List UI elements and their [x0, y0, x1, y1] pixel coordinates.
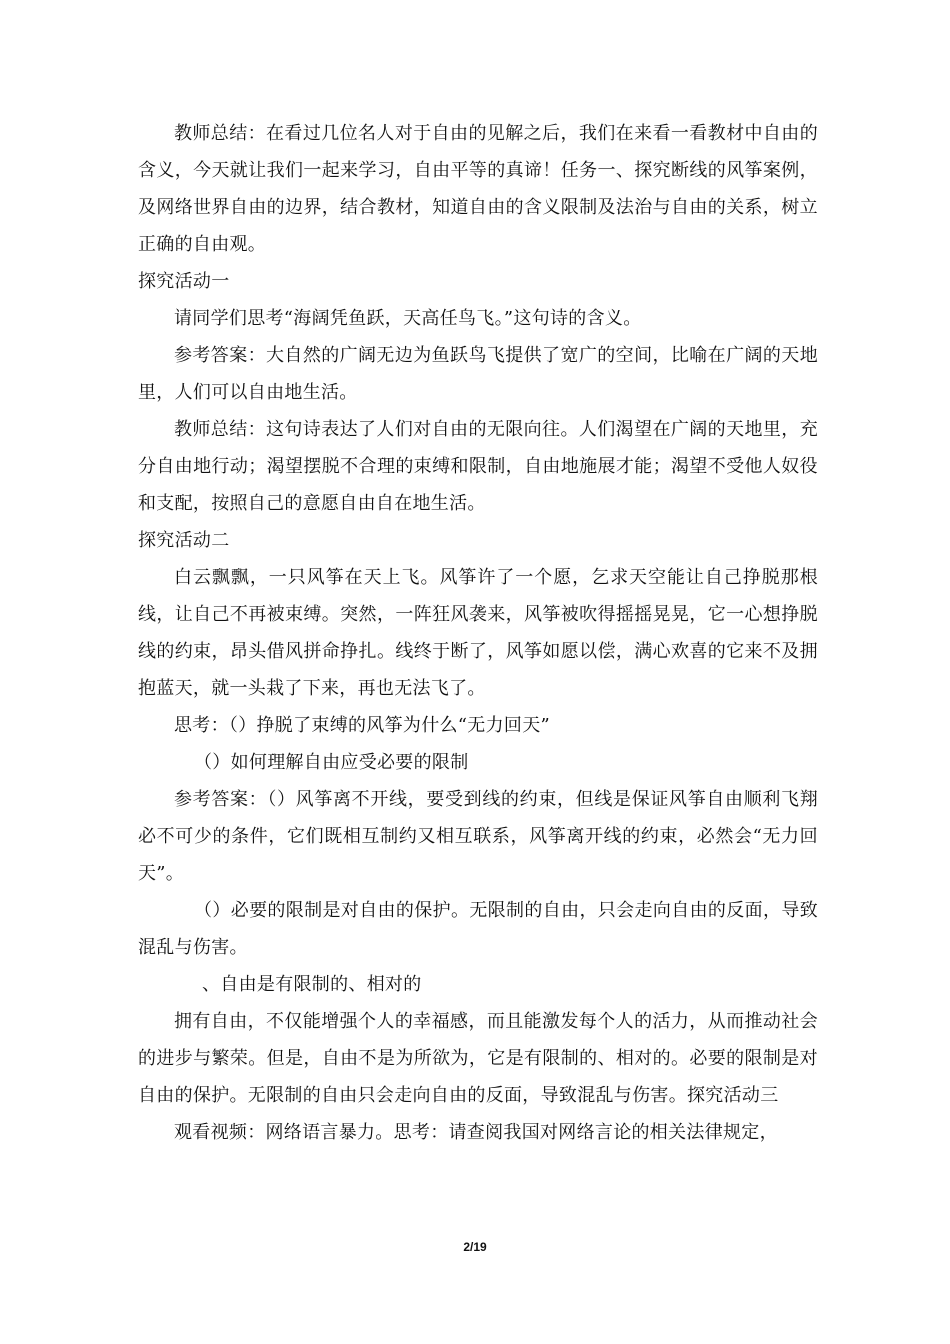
paragraph-think-q2: （）如何理解自由应受必要的限制 — [194, 752, 469, 773]
paragraph-teacher-summary-2: 教师总结：这句诗表达了人们对自由的无限向往。人们渴望在广阔的天地里，充分自由地行动；渴望摆脱不合理的束缚和限制，自由地施展才能；渴望不受他人奴役和支配，按照自己的意愿自由自在地生活。 — [138, 419, 818, 514]
paragraph-video-question: 观看视频：网络语言暴力。思考：请查阅我国对网络言论的相关法律规定， — [174, 1122, 778, 1143]
paragraph-question-poem: 请同学们思考“海阔凭鱼跃，天高任鸟飞。”这句诗的含义。 — [174, 308, 642, 329]
paragraph-teacher-summary-1: 教师总结：在看过几位名人对于自由的见解之后，我们在来看一看教材中自由的含义，今天就让我们一起来学习，自由平等的真谛！任务一、探究断线的风筝案例，及网络世界自由的边界，结合教材，知道自由的含义限制及法治与自由的关系，树立正确的自由观。 — [138, 123, 818, 255]
paragraph-answer-1: 参考答案：（）风筝离不开线，要受到线的约束，但线是保证风筝自由顺利飞翔必不可少的条件，它们既相互制约又相互联系，风筝离开线的约束，必然会“无力回天”。 — [138, 789, 818, 884]
page-number: 2/19 — [463, 1240, 487, 1254]
document-body — [138, 115, 818, 1151]
heading-activity-1: 探究活动一 — [138, 271, 230, 292]
heading-freedom-limited: 、自由是有限制的、相对的 — [202, 974, 422, 995]
paragraph-kite-story: 白云飘飘，一只风筝在天上飞。风筝许了一个愿，乞求天空能让自己挣脱那根线，让自己不再被束缚。突然，一阵狂风袭来，风筝被吹得摇摇晃晃，它一心想挣脱线的约束，昂头借风拼命挣扎。线终于断了，风筝如愿以偿，满心欢喜的它来不及拥抱蓝天，就一头栽了下来，再也无法飞了。 — [138, 567, 818, 699]
paragraph-answer-2: （）必要的限制是对自由的保护。无限制的自由，只会走向自由的反面，导致混乱与伤害。 — [138, 900, 818, 958]
paragraph-think-q1: 思考：（）挣脱了束缚的风筝为什么“无力回天” — [174, 715, 551, 736]
paragraph-answer-poem: 参考答案：大自然的广阔无边为鱼跃鸟飞提供了宽广的空间，比喻在广阔的天地里，人们可以自由地生活。 — [138, 345, 818, 403]
heading-activity-2: 探究活动二 — [138, 530, 230, 551]
paragraph-freedom-explanation: 拥有自由，不仅能增强个人的幸福感，而且能激发每个人的活力，从而推动社会的进步与繁荣。但是，自由不是为所欲为，它是有限制的、相对的。必要的限制是对自由的保护。无限制的自由只会走向自由的反面，导致混乱与伤害。探究活动三 — [138, 1011, 818, 1106]
